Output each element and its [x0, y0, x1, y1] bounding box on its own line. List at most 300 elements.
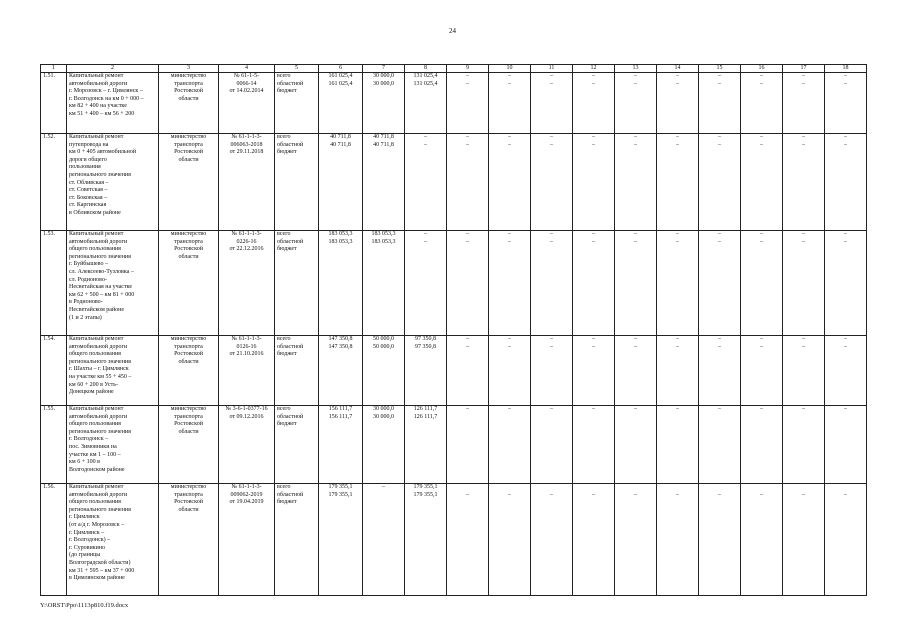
text-line: № 61-1-1-3- — [231, 484, 262, 490]
page-number: 24 — [449, 27, 456, 35]
text-line: транспорта — [174, 413, 203, 420]
dash-mark: – — [508, 134, 511, 140]
text-line: Капитальный ремонт — [69, 406, 124, 412]
dash-mark: – — [592, 406, 595, 412]
column-number-cell: 18 — [825, 65, 867, 73]
amount-cell-c6 — [319, 336, 363, 406]
text-line: автомобильной дороги — [69, 80, 128, 87]
amount-cell-c7 — [363, 336, 405, 406]
text-line: 161 025,4 — [328, 73, 353, 79]
text-line: Волгодонском районе — [69, 466, 125, 473]
dash-mark: – — [844, 406, 847, 412]
empty-amount-cell — [615, 484, 657, 596]
dash-mark: – — [802, 73, 805, 79]
dash-mark: – — [676, 134, 679, 140]
text-line: общего пользования — [69, 499, 121, 506]
text-line: министерство — [170, 134, 207, 140]
text-line: в Цимлянском районе — [69, 575, 125, 582]
dash-mark: – — [634, 343, 637, 350]
dash-mark: – — [676, 336, 679, 342]
text-line: – — [424, 134, 427, 140]
document-cell — [219, 73, 275, 134]
dash-mark: – — [844, 134, 847, 140]
column-number-row — [41, 65, 867, 73]
dash-mark: – — [802, 491, 805, 498]
text-line: всего — [277, 336, 291, 342]
funding-source-cell — [275, 231, 319, 336]
item-number-cell: 1.51. — [41, 73, 67, 134]
dash-mark: – — [718, 134, 721, 140]
text-line: дороги общего — [69, 156, 107, 163]
dash-mark: – — [466, 238, 469, 245]
amount-cell-c8 — [405, 484, 447, 596]
amount-cell-c8 — [405, 406, 447, 484]
empty-amount-cell — [741, 73, 783, 134]
text-line: Несветайская на участке — [69, 284, 133, 291]
text-line: области — [178, 506, 199, 513]
text-line: области — [178, 156, 199, 163]
dash-mark: – — [508, 73, 511, 79]
dash-mark: – — [718, 343, 721, 350]
text-line: 0066-14 — [236, 80, 257, 87]
table-row — [41, 231, 867, 336]
amount-cell-c8 — [405, 134, 447, 231]
dash-mark: – — [634, 238, 637, 245]
dash-mark: – — [592, 238, 595, 245]
item-number-cell: 1.54. — [41, 336, 67, 406]
text-line: Ростовской — [174, 88, 203, 95]
text-line: г. Волгодонск на км 0 + 000 – — [69, 95, 144, 102]
amount-cell-c6 — [319, 231, 363, 336]
text-line: г. Суровикино — [69, 544, 106, 551]
empty-amount-cell — [573, 134, 615, 231]
empty-amount-cell — [741, 231, 783, 336]
dash-mark: – — [718, 406, 721, 412]
customer-cell — [159, 484, 219, 596]
text-line: 156 111,7 — [328, 413, 353, 420]
text-line: сл. Родионово- — [69, 276, 107, 283]
text-line: ст. Боковская – — [69, 194, 108, 201]
text-line: от 22.12.2016 — [229, 246, 264, 253]
empty-amount-cell — [447, 73, 489, 134]
text-line: министерство — [170, 484, 207, 490]
dash-mark: – — [760, 80, 763, 87]
dash-mark: – — [676, 238, 679, 245]
text-line: – — [382, 484, 385, 490]
text-line: 161 025,4 — [328, 80, 353, 87]
text-line: 30 000,0 — [373, 406, 394, 412]
dash-mark: – — [592, 343, 595, 350]
text-line: Ростовской — [174, 351, 203, 358]
dash-mark: – — [718, 141, 721, 148]
empty-amount-cell — [489, 134, 531, 231]
amount-cell-c6 — [319, 406, 363, 484]
text-line: автомобильной дороги — [69, 343, 128, 350]
text-line: Капитальный ремонт — [69, 73, 124, 79]
customer-cell — [159, 336, 219, 406]
item-number-cell: 1.55. — [41, 406, 67, 484]
empty-amount-cell — [783, 406, 825, 484]
dash-mark: – — [676, 343, 679, 350]
dash-mark: – — [844, 343, 847, 350]
dash-mark: – — [508, 406, 511, 412]
empty-amount-cell — [825, 231, 867, 336]
dash-mark: – — [718, 238, 721, 245]
dash-mark: – — [466, 141, 469, 148]
dash-mark: – — [802, 406, 805, 412]
text-line: (1 и 2 этапы) — [69, 314, 102, 321]
text-line: 147 350,8 — [328, 336, 353, 342]
funding-source-cell — [275, 484, 319, 596]
text-line: Ростовской — [174, 149, 203, 156]
text-line: всего — [277, 484, 291, 490]
empty-amount-cell — [699, 73, 741, 134]
dash-mark: – — [550, 406, 553, 412]
text-line: регионального значения — [69, 253, 131, 260]
dash-mark: – — [676, 80, 679, 87]
text-line: Ростовской — [174, 499, 203, 506]
dash-mark: – — [760, 231, 763, 237]
amount-cell-c7 — [363, 484, 405, 596]
dash-mark: – — [802, 80, 805, 87]
text-line: км 82 + 400 на участке — [69, 103, 127, 110]
text-line: областной — [277, 343, 304, 350]
amount-cell-c6 — [319, 484, 363, 596]
text-line: от 21.10.2016 — [229, 351, 264, 358]
file-path-footer: Y:\ORST\Ppo\1113p810.f19.docx — [40, 602, 129, 609]
dash-mark: – — [466, 336, 469, 342]
amount-cell-c8 — [405, 73, 447, 134]
text-line: в Родионово- — [69, 299, 103, 306]
document-cell — [219, 231, 275, 336]
empty-amount-cell — [741, 336, 783, 406]
text-line: от 09.12.2016 — [229, 413, 264, 420]
dash-mark: – — [634, 80, 637, 87]
column-number-cell: 3 — [159, 65, 219, 73]
column-number-cell: 17 — [783, 65, 825, 73]
empty-amount-cell — [447, 484, 489, 596]
text-line: общего пользования — [69, 351, 121, 358]
text-line: министерство — [170, 406, 207, 412]
text-line: 131 025,4 — [413, 73, 438, 79]
empty-amount-cell — [699, 231, 741, 336]
text-line: г. Шахты – г. Цимлянск — [69, 366, 129, 373]
empty-amount-cell — [531, 134, 573, 231]
text-line: областной — [277, 80, 304, 87]
text-line: общего пользования — [69, 421, 121, 428]
column-number-cell: 13 — [615, 65, 657, 73]
empty-amount-cell — [489, 336, 531, 406]
table-row — [41, 336, 867, 406]
dash-mark: – — [844, 491, 847, 498]
dash-mark: – — [466, 231, 469, 237]
funding-source-cell — [275, 73, 319, 134]
text-line: км 0 + 405 автомобильной — [69, 149, 137, 156]
empty-amount-cell — [657, 336, 699, 406]
text-line: 40 711,8 — [330, 134, 351, 140]
text-line: № 61-1-1-3- — [231, 231, 262, 237]
text-line: области — [178, 428, 199, 435]
text-line: 183 053,3 — [328, 231, 353, 237]
text-line: транспорта — [174, 343, 203, 350]
object-name-cell — [67, 484, 159, 596]
dash-mark: – — [592, 336, 595, 342]
text-line: регионального значения — [69, 171, 131, 178]
dash-mark: – — [760, 73, 763, 79]
dash-mark: – — [760, 406, 763, 412]
item-number-cell: 1.52. — [41, 134, 67, 231]
amount-cell-c7 — [363, 73, 405, 134]
empty-amount-cell — [741, 406, 783, 484]
text-line: от 29.11.2018 — [229, 149, 264, 156]
empty-amount-cell — [447, 336, 489, 406]
dash-mark: – — [550, 343, 553, 350]
dash-mark: – — [760, 491, 763, 498]
dash-mark: – — [634, 406, 637, 412]
empty-amount-cell — [657, 231, 699, 336]
dash-mark: – — [634, 73, 637, 79]
document-cell — [219, 336, 275, 406]
text-line: автомобильной дороги — [69, 491, 128, 498]
text-line: 40 711,8 — [330, 141, 351, 148]
dash-mark: – — [634, 141, 637, 148]
dash-mark: – — [760, 134, 763, 140]
empty-amount-cell — [657, 484, 699, 596]
dash-mark: – — [718, 80, 721, 87]
text-line: Капитальный ремонт — [69, 231, 124, 237]
text-line: г. Цимлянск — [69, 514, 100, 521]
item-number-cell: 1.53. — [41, 231, 67, 336]
dash-mark: – — [550, 491, 553, 498]
dash-mark: – — [508, 336, 511, 342]
column-number-cell: 15 — [699, 65, 741, 73]
text-line: 0226-16 — [236, 238, 257, 245]
dash-mark: – — [508, 80, 511, 87]
text-line: км 62 + 500 – км 81 + 000 — [69, 291, 135, 298]
text-line: 009062-2019 — [230, 491, 263, 498]
text-line: 147 350,8 — [328, 343, 353, 350]
column-number-cell: 12 — [573, 65, 615, 73]
empty-amount-cell — [825, 484, 867, 596]
funding-source-cell — [275, 134, 319, 231]
empty-amount-cell — [531, 406, 573, 484]
dash-mark: – — [844, 73, 847, 79]
empty-amount-cell — [825, 336, 867, 406]
text-line: 126 111,7 — [413, 413, 438, 420]
text-line: Волгоградской области) — [69, 559, 131, 566]
text-line: областной — [277, 141, 304, 148]
text-line: 183 053,3 — [328, 238, 353, 245]
text-line: регионального значения — [69, 506, 131, 513]
text-line: 97 350,8 — [415, 343, 436, 350]
column-number-cell: 1 — [41, 65, 67, 73]
text-line: пользования — [69, 164, 101, 171]
text-line: бюджет — [277, 246, 297, 253]
empty-amount-cell — [825, 73, 867, 134]
dash-mark: – — [760, 336, 763, 342]
table-row — [41, 406, 867, 484]
dash-mark: – — [676, 141, 679, 148]
dash-mark: – — [592, 134, 595, 140]
empty-amount-cell — [699, 336, 741, 406]
dash-mark: – — [550, 141, 553, 148]
dash-mark: – — [634, 231, 637, 237]
text-line: регионального значения — [69, 428, 131, 435]
dash-mark: – — [466, 73, 469, 79]
empty-amount-cell — [447, 231, 489, 336]
empty-amount-cell — [657, 73, 699, 134]
text-line: Капитальный ремонт — [69, 134, 124, 140]
dash-mark: – — [676, 491, 679, 498]
text-line: 30 000,0 — [373, 73, 394, 79]
dash-mark: – — [718, 231, 721, 237]
text-line: г. Цимлянск – — [69, 529, 105, 536]
amount-cell-c7 — [363, 406, 405, 484]
empty-amount-cell — [531, 336, 573, 406]
text-line: регионального значения — [69, 358, 131, 365]
text-line: – — [424, 141, 427, 148]
text-line: 40 711,8 — [373, 141, 394, 148]
text-line: 40 711,8 — [373, 134, 394, 140]
column-number-cell: 14 — [657, 65, 699, 73]
amount-cell-c7 — [363, 134, 405, 231]
empty-amount-cell — [783, 134, 825, 231]
dash-mark: – — [718, 336, 721, 342]
text-line: № 61-1-5- — [233, 73, 260, 79]
dash-mark: – — [634, 336, 637, 342]
object-name-cell — [67, 73, 159, 134]
empty-amount-cell — [531, 484, 573, 596]
object-name-cell — [67, 231, 159, 336]
text-line: № 3-6-1-0377-16 — [225, 406, 268, 412]
empty-amount-cell — [741, 484, 783, 596]
dash-mark: – — [592, 80, 595, 87]
text-line: областной — [277, 491, 304, 498]
object-name-cell — [67, 406, 159, 484]
empty-amount-cell — [447, 406, 489, 484]
empty-amount-cell — [489, 406, 531, 484]
empty-amount-cell — [573, 336, 615, 406]
text-line: 131 025,4 — [413, 80, 438, 87]
table-row — [41, 134, 867, 231]
text-line: 179 355,1 — [413, 491, 438, 498]
text-line: (до границы — [69, 552, 101, 559]
text-line: Донецком районе — [69, 389, 114, 396]
text-line: Ростовской — [174, 246, 203, 253]
amount-cell-c6 — [319, 134, 363, 231]
text-line: – — [424, 231, 427, 237]
column-number-cell: 7 — [363, 65, 405, 73]
text-line: автомобильной дороги — [69, 413, 128, 420]
text-line: 50 000,0 — [373, 336, 394, 342]
text-line: участке км 1 – 100 – — [69, 451, 121, 458]
dash-mark: – — [550, 336, 553, 342]
dash-mark: – — [466, 134, 469, 140]
text-line: Несветайском районе — [69, 306, 125, 313]
text-line: № 61-1-1-3- — [231, 134, 262, 140]
document-cell — [219, 484, 275, 596]
dash-mark: – — [676, 231, 679, 237]
text-line: бюджет — [277, 499, 297, 506]
text-line: области — [178, 95, 199, 102]
text-line: 126 111,7 — [413, 406, 438, 412]
dash-mark: – — [466, 343, 469, 350]
dash-mark: – — [802, 134, 805, 140]
text-line: г. Буйбышево – — [69, 261, 108, 268]
dash-mark: – — [508, 491, 511, 498]
text-line: 97 350,8 — [415, 336, 436, 342]
investment-table — [40, 64, 867, 596]
text-line: 183 053,3 — [371, 231, 396, 237]
text-line: министерство — [170, 73, 207, 79]
text-line: бюджет — [277, 88, 297, 95]
text-line: общего пользования — [69, 246, 121, 253]
text-line: Капитальный ремонт — [69, 336, 124, 342]
text-line: областной — [277, 413, 304, 420]
dash-mark: – — [634, 134, 637, 140]
empty-amount-cell — [531, 73, 573, 134]
document-cell — [219, 406, 275, 484]
empty-amount-cell — [825, 134, 867, 231]
dash-mark: – — [760, 343, 763, 350]
text-line: министерство — [170, 231, 207, 237]
empty-amount-cell — [573, 406, 615, 484]
empty-amount-cell — [699, 134, 741, 231]
dash-mark: – — [676, 73, 679, 79]
empty-amount-cell — [657, 406, 699, 484]
dash-mark: – — [676, 406, 679, 412]
dash-mark: – — [508, 343, 511, 350]
text-line: 006063-2018 — [230, 141, 263, 148]
text-line: на участке км 55 + 450 – — [69, 373, 132, 380]
dash-mark: – — [550, 73, 553, 79]
text-line: 156 111,7 — [328, 406, 353, 412]
text-line: ст. Советская – — [69, 187, 108, 194]
text-line: путепровода на — [69, 141, 109, 148]
text-line: всего — [277, 134, 291, 140]
text-line: области — [178, 358, 199, 365]
empty-amount-cell — [573, 231, 615, 336]
column-number-cell: 2 — [67, 65, 159, 73]
dash-mark: – — [844, 141, 847, 148]
text-line: г. Морозовск – г. Цимлянск – — [69, 88, 143, 95]
dash-mark: – — [466, 80, 469, 87]
funding-source-cell — [275, 336, 319, 406]
text-line: транспорта — [174, 80, 203, 87]
text-line: (от а/д г. Морозовск – — [69, 521, 125, 528]
text-line: всего — [277, 73, 291, 79]
empty-amount-cell — [783, 73, 825, 134]
text-line: 30 000,0 — [373, 413, 394, 420]
empty-amount-cell — [699, 484, 741, 596]
customer-cell — [159, 134, 219, 231]
empty-amount-cell — [615, 134, 657, 231]
dash-mark: – — [844, 238, 847, 245]
text-line: всего — [277, 406, 291, 412]
text-line: 50 000,0 — [373, 343, 394, 350]
column-number-cell: 9 — [447, 65, 489, 73]
text-line: км 60 + 200 в Усть- — [69, 381, 118, 388]
dash-mark: – — [844, 336, 847, 342]
customer-cell — [159, 73, 219, 134]
amount-cell-c6 — [319, 73, 363, 134]
text-line: министерство — [170, 336, 207, 342]
column-number-cell: 5 — [275, 65, 319, 73]
text-line: ст. Обливская – — [69, 179, 109, 186]
text-line: км 31 + 595 – км 37 + 000 — [69, 567, 135, 574]
empty-amount-cell — [615, 231, 657, 336]
empty-amount-cell — [657, 134, 699, 231]
